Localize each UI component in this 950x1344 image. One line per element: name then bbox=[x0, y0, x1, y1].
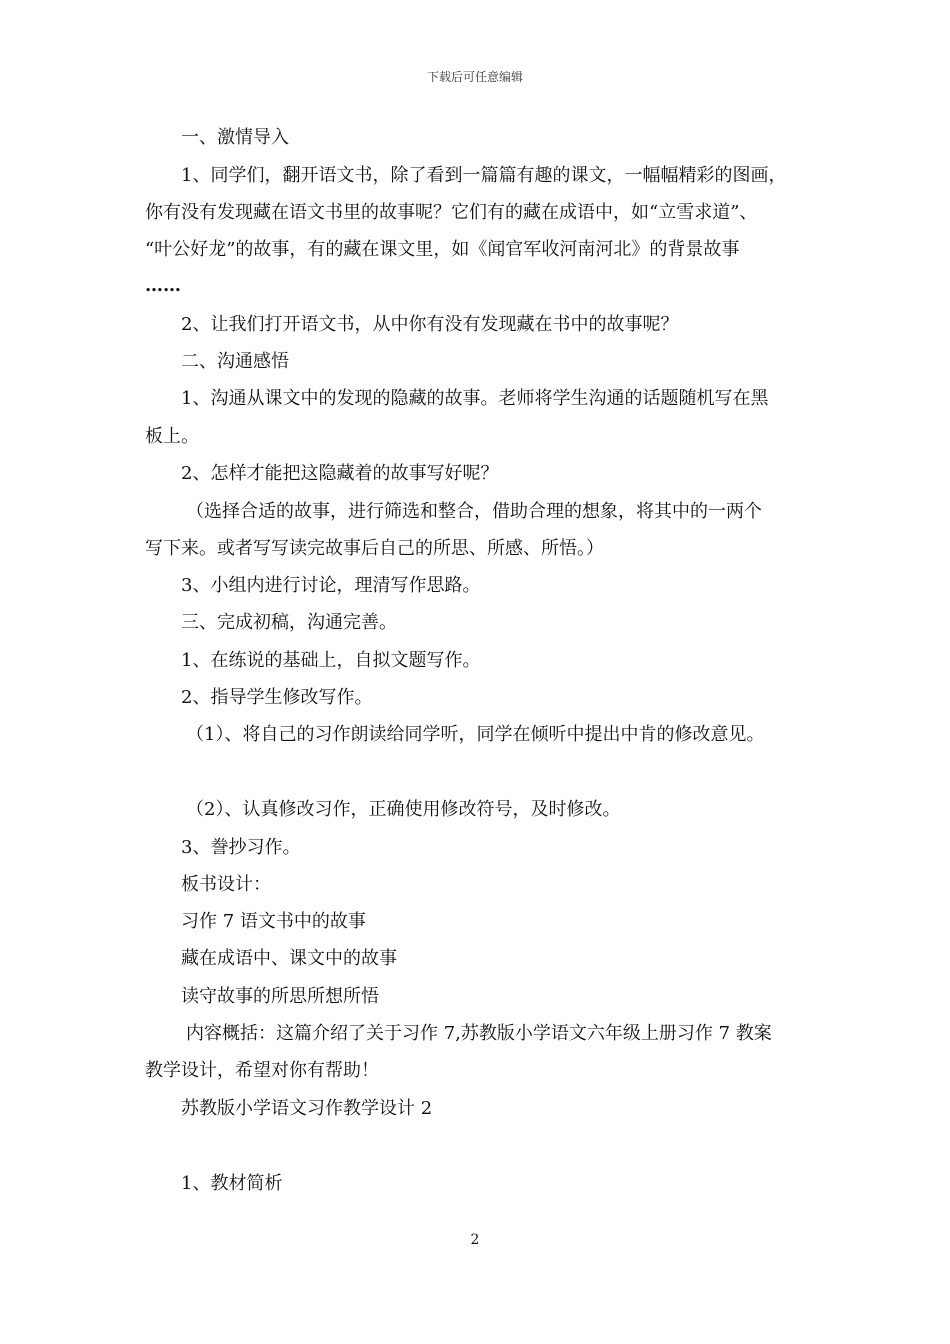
text-line: 藏在成语中、课文中的故事 bbox=[181, 948, 397, 969]
text-line: 你有没有发现藏在语文书里的故事呢？它们有的藏在成语中，如“立雪求道”、 bbox=[145, 202, 758, 223]
text-line: 内容概括：这篇介绍了关于习作 7,苏教版小学语文六年级上册习作 7 教案 bbox=[186, 1023, 772, 1044]
text-line: 3、誊抄习作。 bbox=[181, 837, 301, 858]
text-line: 板书设计： bbox=[181, 874, 271, 895]
text-line: 1、教材简析 bbox=[181, 1173, 283, 1194]
text-line: （1）、将自己的习作朗读给同学听，同学在倾听中提出中肯的修改意见。 bbox=[186, 724, 765, 745]
text-line: 一、激情导入 bbox=[181, 127, 289, 148]
text-line: 习作 7 语文书中的故事 bbox=[181, 911, 366, 932]
text-line: …… bbox=[145, 275, 181, 296]
text-line: “叶公好龙”的故事，有的藏在课文里，如《闻官军收河南河北》的背景故事 bbox=[145, 239, 740, 260]
text-line: 苏教版小学语文习作教学设计 2 bbox=[181, 1098, 433, 1119]
text-line: （2）、认真修改习作，正确使用修改符号，及时修改。 bbox=[186, 799, 621, 820]
text-line: （选择合适的故事，进行筛选和整合，借助合理的想象，将其中的一两个 bbox=[186, 501, 762, 522]
text-line: 2、让我们打开语文书，从中你有没有发现藏在书中的故事呢？ bbox=[181, 314, 679, 335]
page-header: 下载后可任意编辑 bbox=[426, 70, 523, 84]
text-line: 3、小组内进行讨论，理清写作思路。 bbox=[181, 575, 481, 596]
text-line: 1、在练说的基础上，自拟文题写作。 bbox=[181, 650, 481, 671]
text-line: 2、怎样才能把这隐藏着的故事写好呢？ bbox=[181, 463, 499, 484]
text-line: 板上。 bbox=[145, 426, 199, 447]
text-line: 读守故事的所思所想所悟 bbox=[181, 986, 379, 1007]
text-line: 写下来。或者写写读完故事后自己的所思、所感、所悟。） bbox=[145, 538, 604, 559]
page-number: 2 bbox=[470, 1232, 480, 1248]
text-line: 教学设计，希望对你有帮助！ bbox=[145, 1060, 379, 1081]
text-line: 1、同学们，翻开语文书，除了看到一篇篇有趣的课文，一幅幅精彩的图画， bbox=[181, 165, 787, 186]
text-line: 1、沟通从课文中的发现的隐藏的故事。老师将学生沟通的话题随机写在黑 bbox=[181, 388, 769, 409]
text-line: 2、指导学生修改写作。 bbox=[181, 687, 373, 708]
text-line: 二、沟通感悟 bbox=[181, 351, 289, 372]
text-line: 三、完成初稿，沟通完善。 bbox=[181, 612, 397, 633]
